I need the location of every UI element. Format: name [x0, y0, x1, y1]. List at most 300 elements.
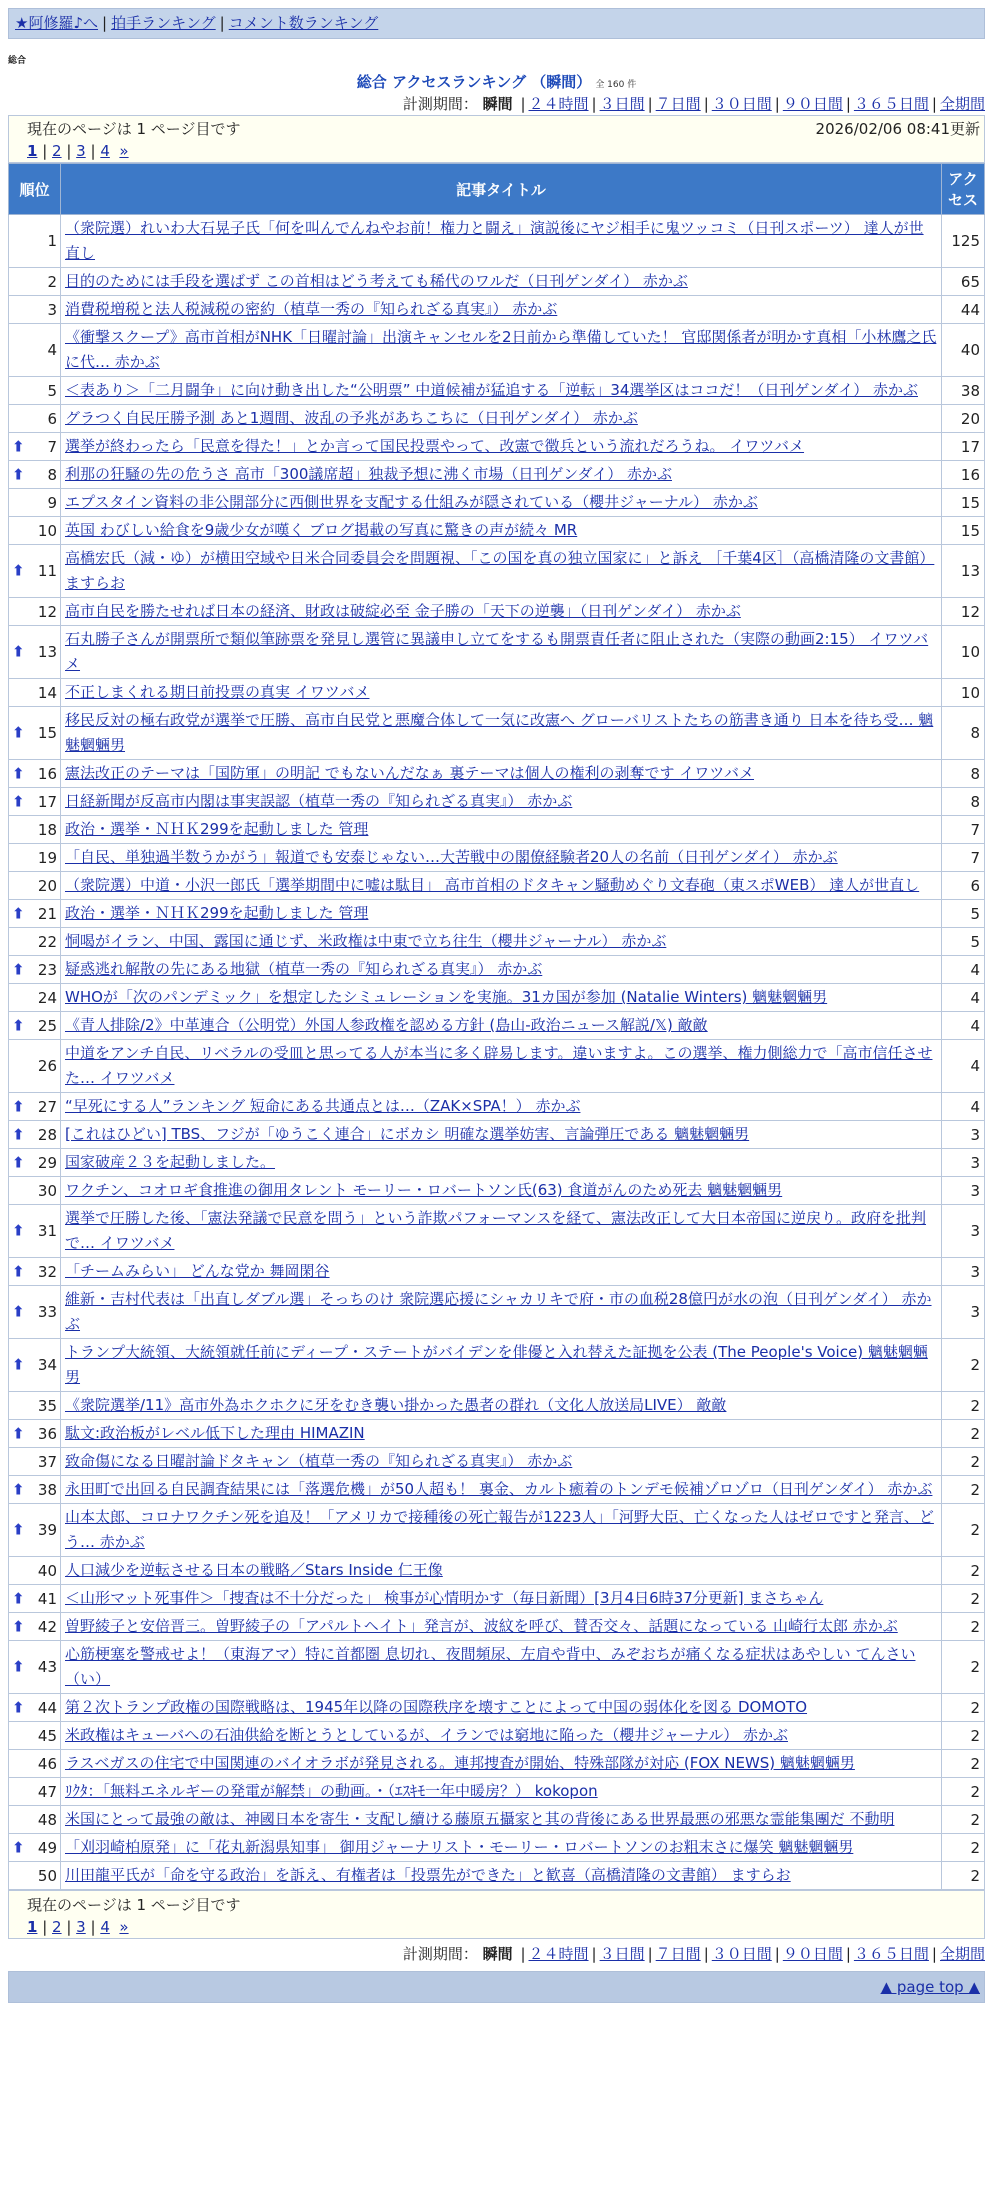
page-separator: | — [61, 1918, 77, 1936]
article-title-link[interactable]: 永田町で出回る自民調査結果には「落選危機」が50人超も！ 裏金、カルト癒着のトンデモ候補ゾロゾロ（日刊ゲンダイ） 赤かぶ — [65, 1480, 933, 1498]
table-row — [9, 1286, 985, 1339]
title-cell — [61, 1420, 942, 1448]
page-separator: | — [85, 1918, 101, 1936]
table-row — [9, 1641, 985, 1694]
rank-cell — [9, 707, 61, 760]
period-separator: | — [703, 95, 709, 113]
period-link[interactable]: 全期間 — [939, 1945, 985, 1963]
page-links — [9, 140, 984, 162]
total-count: 全 160 件 — [595, 80, 637, 90]
table-row — [9, 928, 985, 956]
article-title-link[interactable]: 不正しまくれる期日前投票の真実 イワツバメ — [65, 683, 370, 701]
rank-cell — [9, 215, 61, 268]
title-cell — [61, 296, 942, 324]
rank-up-arrow-icon: ⬆ — [12, 1302, 25, 1321]
rank-cell — [9, 1093, 61, 1121]
page-separator: | — [61, 142, 77, 160]
article-title-link[interactable]: 米政権はキューバへの石油供給を断とうとしているが、イランでは窮地に陥った（櫻井ジャーナル） 赤かぶ — [65, 1726, 788, 1744]
title-cell — [61, 1392, 942, 1420]
rank-cell — [9, 1286, 61, 1339]
rank-cell — [9, 1557, 61, 1585]
title-cell — [61, 900, 942, 928]
rank-number: 44 — [37, 1698, 57, 1717]
title-cell — [61, 405, 942, 433]
rank-number: 46 — [37, 1754, 57, 1773]
article-title-link[interactable]: 「チームみらい」 どんな党か 舞岡閑谷 — [65, 1262, 330, 1280]
period-current: 瞬間 — [482, 1945, 513, 1963]
rank-number: 26 — [37, 1057, 57, 1075]
article-title-link[interactable]: （衆院選）中道・小沢一郎氏「選挙期間中に嘘は駄目」 高市首相のドタキャン騒動めぐり文春砲（東スポWEB） 達人が世直し — [65, 876, 920, 894]
page-separator: | — [37, 1918, 53, 1936]
article-title-link[interactable]: 目的のためには手段を選ばず この首相はどう考えても稀代のワルだ（日刊ゲンダイ） 赤かぶ — [65, 272, 688, 290]
period-separator: | — [647, 95, 653, 113]
article-title-link[interactable]: ＜山形マット死事件＞「捜査は不十分だった」 検事が心情明かす（毎日新聞）[3月4日6時37分更新] まさちゃん — [65, 1589, 824, 1607]
rank-cell — [9, 1585, 61, 1613]
rank-number: 13 — [37, 643, 57, 661]
period-separator: | — [931, 1945, 937, 1963]
rank-number: 6 — [47, 409, 57, 428]
table-row — [9, 1149, 985, 1177]
article-title-link[interactable]: 「刈羽崎柏原発」に「花丸新潟県知事」 御用ジャーナリスト・モーリー・ロバートソンのお粗末さに爆笑 魑魅魍魎男 — [65, 1838, 854, 1856]
article-title-link[interactable]: [これはひどい] TBS、フジが「ゆうこく連合」にボカシ 明確な選挙妨害、言論弾圧である 魑魅魍魎男 — [65, 1125, 750, 1143]
rank-number: 25 — [37, 1016, 57, 1035]
rank-cell — [9, 928, 61, 956]
rank-cell — [9, 517, 61, 545]
period-link[interactable]: ９０日間 — [782, 1945, 843, 1963]
access-count: 2 — [942, 1834, 985, 1862]
article-title-link[interactable]: 国家破産２３を起動しました。 — [65, 1153, 276, 1171]
rank-number: 49 — [37, 1838, 57, 1857]
rank-cell — [9, 679, 61, 707]
title-cell — [61, 1339, 942, 1392]
article-title-link[interactable]: 選挙が終わったら「民意を得た！」とか言って国民投票やって、改憲で徴兵という流れだろうね。 イワツバメ — [65, 437, 805, 455]
table-row — [9, 1613, 985, 1641]
rank-number: 17 — [37, 792, 57, 811]
access-count: 2 — [942, 1557, 985, 1585]
page-title-wrap — [0, 71, 993, 91]
article-title-link[interactable]: 心筋梗塞を警戒せよ！（東海アマ）特に首都圏 息切れ、夜間頻尿、左肩や背中、みぞおちが痛くなる症状はあやしい てんさい（い） — [65, 1645, 916, 1688]
title-cell — [61, 760, 942, 788]
rank-cell — [9, 984, 61, 1012]
article-title-link[interactable]: 英国 わびしい給食を9歳少女が嘆く ブログ掲載の写真に驚きの声が続々 MR — [65, 521, 578, 539]
rank-number: 34 — [37, 1356, 57, 1374]
rank-up-arrow-icon: ⬆ — [12, 561, 25, 580]
article-title-link[interactable]: グラつく自民圧勝予測 あと1週間、波乱の予兆があちこちに（日刊ゲンダイ） 赤かぶ — [65, 409, 638, 427]
article-title-link[interactable]: 米国にとって最強の敵は、神國日本を寄生・支配し續ける藤原五攝家と其の背後にある世界最悪の邪悪な霊能集團だ 不動明 — [65, 1810, 895, 1828]
rank-number: 9 — [47, 493, 57, 512]
period-link[interactable]: ２４時間 — [528, 95, 589, 113]
period-separator: | — [647, 1945, 653, 1963]
table-row — [9, 1476, 985, 1504]
updated-timestamp: 2026/02/06 08:41更新 — [815, 120, 980, 138]
ranking-body — [9, 215, 985, 1890]
rank-up-arrow-icon: ⬆ — [12, 1480, 25, 1499]
period-link[interactable]: ２４時間 — [528, 1945, 589, 1963]
period-link[interactable]: ７日間 — [655, 1945, 701, 1963]
col-rank-header: 順位 — [9, 164, 61, 215]
article-title-link[interactable]: 第２次トランプ政権の国際戦略は、1945年以降の国際秩序を壊すことによって中国の弱体化を図る DOMOTO — [65, 1698, 808, 1716]
access-count: 65 — [942, 268, 985, 296]
title-cell — [61, 1722, 942, 1750]
rank-number: 48 — [37, 1810, 57, 1829]
rank-cell — [9, 816, 61, 844]
article-title-link[interactable]: ラスベガスの住宅で中国関連のバイオラボが発見される。連邦捜査が開始、特殊部隊が対応 (FOX NEWS) 魑魅魍魎男 — [65, 1754, 855, 1772]
access-count: 5 — [942, 928, 985, 956]
rank-up-arrow-icon: ⬆ — [12, 1355, 25, 1374]
period-link[interactable]: ３日間 — [599, 95, 645, 113]
rank-number: 20 — [37, 876, 57, 895]
rank-up-arrow-icon: ⬆ — [12, 764, 25, 783]
article-title-link[interactable]: ワクチン、コオロギ食推進の御用タレント モーリー・ロバートソン氏(63) 食道がんのため死去 魑魅魍魎男 — [65, 1181, 783, 1199]
title-cell — [61, 1694, 942, 1722]
category-label: 総合 — [8, 56, 27, 66]
table-row — [9, 1778, 985, 1806]
article-title-link[interactable]: 憲法改正のテーマは「国防軍」の明記 でもないんだなぁ 裏テーマは個人の権利の剥奪です イワツバメ — [65, 764, 755, 782]
article-title-link[interactable]: 石丸勝子さんが開票所で類似筆跡票を発見し選管に異議申し立てをするも開票責任者に阻止された（実際の動画2:15） イワツバメ — [65, 630, 929, 673]
period-separator: | — [845, 95, 851, 113]
table-row — [9, 679, 985, 707]
access-count: 5 — [942, 900, 985, 928]
rank-cell — [9, 900, 61, 928]
article-title-link[interactable]: ﾘｸﾀ：「無料エネルギーの発電が解禁」の動画。・（ｴｽｷﾓ一年中暖房？） kokopon — [65, 1782, 598, 1800]
access-count: 2 — [942, 1420, 985, 1448]
rank-cell — [9, 1778, 61, 1806]
access-count: 6 — [942, 872, 985, 900]
rank-up-arrow-icon: ⬆ — [12, 1016, 25, 1035]
access-count: 15 — [942, 489, 985, 517]
rank-cell — [9, 1834, 61, 1862]
table-row — [9, 1040, 985, 1093]
next-page-link[interactable]: » — [119, 142, 129, 160]
rank-number: 16 — [37, 764, 57, 783]
page-link[interactable]: 4 — [100, 142, 110, 160]
access-count: 8 — [942, 788, 985, 816]
table-row — [9, 517, 985, 545]
rank-up-arrow-icon: ⬆ — [12, 960, 25, 979]
access-count: 4 — [942, 956, 985, 984]
period-link[interactable]: ３０日間 — [711, 1945, 772, 1963]
page-separator: | — [37, 142, 53, 160]
title-cell — [61, 1750, 942, 1778]
period-label: 計測期間： — [402, 95, 478, 113]
rank-cell — [9, 1613, 61, 1641]
rank-cell — [9, 1750, 61, 1778]
period-link[interactable]: 全期間 — [939, 95, 985, 113]
access-count: 10 — [942, 679, 985, 707]
rank-number: 42 — [37, 1617, 57, 1636]
title-cell — [61, 1258, 942, 1286]
article-title-link[interactable]: 人口減少を逆転させる日本の戦略／Stars Inside 仁王像 — [65, 1561, 443, 1579]
access-count: 7 — [942, 816, 985, 844]
title-cell — [61, 984, 942, 1012]
article-title-link[interactable]: “早死にする人”ランキング 短命にある共通点とは…（ZAK×SPA！） 赤かぶ — [65, 1097, 581, 1115]
page-title: 総合 アクセスランキング （瞬間） — [356, 73, 592, 91]
comment-ranking-link[interactable]: コメント数ランキング — [228, 14, 379, 32]
pagination-bottom — [8, 1890, 985, 1939]
table-row — [9, 405, 985, 433]
page-link[interactable]: 3 — [76, 142, 86, 160]
table-row — [9, 215, 985, 268]
rank-up-arrow-icon: ⬆ — [12, 1125, 25, 1144]
title-cell — [61, 268, 942, 296]
nav-separator: | — [102, 14, 108, 32]
rank-cell — [9, 1339, 61, 1392]
access-count: 8 — [942, 760, 985, 788]
access-count: 44 — [942, 296, 985, 324]
access-count: 38 — [942, 377, 985, 405]
rank-number: 1 — [47, 232, 57, 250]
period-link[interactable]: ７日間 — [655, 95, 701, 113]
table-row — [9, 956, 985, 984]
rank-number: 23 — [37, 960, 57, 979]
page-link[interactable]: 2 — [52, 142, 62, 160]
table-row — [9, 984, 985, 1012]
article-title-link[interactable]: 政治・選挙・ＮＨＫ299を起動しました 管理 — [65, 820, 369, 838]
rank-number: 18 — [37, 820, 57, 839]
rank-number: 15 — [37, 724, 57, 742]
table-row — [9, 296, 985, 324]
title-cell — [61, 1557, 942, 1585]
table-row — [9, 760, 985, 788]
home-link[interactable]: ★阿修羅♪へ — [15, 14, 99, 32]
period-separator: | — [520, 95, 526, 113]
title-cell — [61, 816, 942, 844]
rank-cell — [9, 626, 61, 679]
table-row — [9, 545, 985, 598]
rank-number: 2 — [47, 272, 57, 291]
table-row — [9, 1012, 985, 1040]
period-link[interactable]: ３日間 — [599, 1945, 645, 1963]
access-count: 2 — [942, 1585, 985, 1613]
page-link[interactable]: 4 — [100, 1918, 110, 1936]
article-title-link[interactable]: 曽野綾子と安倍晋三。曽野綾子の「アパルトヘイト」発言が、波紋を呼び、賛否交々、話題になっている 山崎行太郎 赤かぶ — [65, 1617, 898, 1635]
title-cell — [61, 1040, 942, 1093]
rank-cell — [9, 1448, 61, 1476]
table-row — [9, 1177, 985, 1205]
rank-cell — [9, 489, 61, 517]
table-row — [9, 489, 985, 517]
article-title-link[interactable]: エプスタイン資料の非公開部分に西側世界を支配する仕組みが隠されている（櫻井ジャーナル） 赤かぶ — [65, 493, 758, 511]
top-navigation — [8, 8, 985, 39]
page-link[interactable]: 2 — [52, 1918, 62, 1936]
rank-number: 33 — [37, 1303, 57, 1321]
access-count: 4 — [942, 1012, 985, 1040]
access-count: 2 — [942, 1613, 985, 1641]
page-top-link[interactable]: ▲ page top ▲ — [880, 1978, 980, 1996]
table-row — [9, 1722, 985, 1750]
period-links — [517, 1945, 985, 1963]
table-row — [9, 844, 985, 872]
pagination-top — [8, 115, 985, 163]
rank-number: 45 — [37, 1726, 57, 1745]
article-title-link[interactable]: 選挙で圧勝した後、「憲法発議で民意を問う」という詐欺パフォーマンスを経て、憲法改正して大日本帝国に逆戻り。政府を批判で… イワツバメ — [65, 1209, 927, 1252]
rank-cell — [9, 433, 61, 461]
article-title-link[interactable]: 日経新聞が反高市内閣は事実誤認（植草一秀の『知られざる真実』） 赤かぶ — [65, 792, 573, 810]
page-link[interactable]: 1 — [27, 1918, 38, 1936]
table-row — [9, 324, 985, 377]
table-row — [9, 1093, 985, 1121]
title-cell — [61, 872, 942, 900]
period-link[interactable]: ３０日間 — [711, 95, 772, 113]
title-cell — [61, 1012, 942, 1040]
access-count: 2 — [942, 1862, 985, 1890]
rank-up-arrow-icon: ⬆ — [12, 1424, 25, 1443]
rank-number: 10 — [37, 521, 57, 540]
access-count: 2 — [942, 1641, 985, 1694]
title-cell — [61, 1149, 942, 1177]
rank-cell — [9, 405, 61, 433]
access-count: 4 — [942, 984, 985, 1012]
period-link[interactable]: ３６５日間 — [853, 95, 929, 113]
access-count: 2 — [942, 1476, 985, 1504]
rank-number: 22 — [37, 932, 57, 951]
access-count: 3 — [942, 1286, 985, 1339]
title-cell — [61, 788, 942, 816]
rank-cell — [9, 598, 61, 626]
title-cell — [61, 1778, 942, 1806]
article-title-link[interactable]: 《衆院選挙/11》高市外為ホクホクに牙をむき襲い掛かった愚者の群れ（文化人放送局LIVE） 敵敵 — [65, 1396, 727, 1414]
title-cell — [61, 215, 942, 268]
article-title-link[interactable]: 高橋宏氏（減・ゆ）が横田空域や日米合同委員会を問題視、「この国を真の独立国家に」と訴え ［千葉4区］（高橋清隆の文書館） ますらお — [65, 549, 935, 592]
access-count: 2 — [942, 1722, 985, 1750]
rank-number: 28 — [37, 1125, 57, 1144]
rank-up-arrow-icon: ⬆ — [12, 1221, 25, 1240]
rank-number: 39 — [37, 1521, 57, 1539]
period-link[interactable]: ３６５日間 — [853, 1945, 929, 1963]
article-title-link[interactable]: 駄文:政治板がレベル低下した理由 HIMAZIN — [65, 1424, 365, 1442]
title-cell — [61, 1121, 942, 1149]
article-title-link[interactable]: 川田龍平氏が「命を守る政治」を訴え、有権者は「投票先ができた」と歓喜（高橋清隆の文書館） ますらお — [65, 1866, 791, 1884]
article-title-link[interactable]: 「自民、単独過半数うかがう」報道でも安泰じゃない…大苦戦中の閣僚経験者20人の名前（日刊ゲンダイ） 赤かぶ — [65, 848, 838, 866]
rank-number: 35 — [37, 1396, 57, 1415]
title-cell — [61, 626, 942, 679]
title-cell — [61, 1862, 942, 1890]
rank-cell — [9, 1121, 61, 1149]
article-title-link[interactable]: ＜表あり＞「二月闘争」に向け動き出した“公明票” 中道候補が猛追する「逆転」34選挙区はココだ！（日刊ゲンダイ） 赤かぶ — [65, 381, 918, 399]
article-title-link[interactable]: 《青人排除/2》中革連合（公明党）外国人参政権を認める方針 (島山-政治ニュース解説/𝕏) 敵敵 — [65, 1016, 708, 1034]
ranking-table — [8, 163, 985, 1890]
rank-number: 50 — [37, 1866, 57, 1885]
rank-number: 7 — [47, 437, 57, 456]
table-row — [9, 268, 985, 296]
article-title-link[interactable]: 移民反対の極右政党が選挙で圧勝、高市自民党と悪魔合体して一気に改憲へ グローバリストたちの筋書き通り 日本を待ち受… 魑魅魍魎男 — [65, 711, 934, 754]
title-cell — [61, 1834, 942, 1862]
period-link[interactable]: ９０日間 — [782, 95, 843, 113]
access-count: 3 — [942, 1177, 985, 1205]
title-cell — [61, 1585, 942, 1613]
rank-cell — [9, 1392, 61, 1420]
article-title-link[interactable]: 恫喝がイラン、中国、露国に通じず、米政権は中東で立ち往生（櫻井ジャーナル） 赤かぶ — [65, 932, 667, 950]
rank-number: 11 — [37, 562, 57, 580]
article-title-link[interactable]: 疑惑逃れ解散の先にある地獄（植草一秀の『知られざる真実』） 赤かぶ — [65, 960, 543, 978]
rank-cell — [9, 1149, 61, 1177]
rank-up-arrow-icon: ⬆ — [12, 1657, 25, 1676]
table-row — [9, 1806, 985, 1834]
table-row — [9, 1205, 985, 1258]
article-title-link[interactable]: 山本太郎、コロナワクチン死を追及！「アメリカで接種後の死亡報告が1223人」「河野大臣、亡くなった人はゼロですと発言、どう… 赤かぶ — [65, 1508, 934, 1551]
title-cell — [61, 844, 942, 872]
article-title-link[interactable]: 《衝撃スクープ》高市首相がNHK「日曜討論」出演キャンセルを2日前から準備していた！ 官邸関係者が明かす真相「小林鷹之氏に代… 赤かぶ — [65, 328, 937, 371]
article-title-link[interactable]: 政治・選挙・ＮＨＫ299を起動しました 管理 — [65, 904, 369, 922]
rank-number: 41 — [37, 1589, 57, 1608]
access-count: 10 — [942, 626, 985, 679]
nav-separator: | — [219, 14, 225, 32]
rank-number: 36 — [37, 1424, 57, 1443]
access-count: 20 — [942, 405, 985, 433]
article-title-link[interactable]: （衆院選）れいわ大石晃子氏「何を叫んでんねやお前！権力と闘え」演説後にヤジ相手に鬼ツッコミ（日刊スポーツ） 達人が世直し — [65, 219, 924, 262]
access-count: 40 — [942, 324, 985, 377]
title-cell — [61, 1448, 942, 1476]
period-separator: | — [591, 1945, 597, 1963]
article-title-link[interactable]: WHOが「次のパンデミック」を想定したシミュレーションを実施。31カ国が参加 (Natalie Winters) 魑魅魍魎男 — [65, 988, 828, 1006]
rank-number: 4 — [47, 341, 57, 359]
table-row — [9, 1750, 985, 1778]
table-row — [9, 1862, 985, 1890]
rank-number: 5 — [47, 381, 57, 400]
access-count: 8 — [942, 707, 985, 760]
page-link[interactable]: 1 — [27, 142, 38, 160]
table-row — [9, 900, 985, 928]
access-count: 2 — [942, 1392, 985, 1420]
title-cell — [61, 517, 942, 545]
period-separator: | — [520, 1945, 526, 1963]
rank-up-arrow-icon: ⬆ — [12, 723, 25, 742]
table-row — [9, 626, 985, 679]
article-title-link[interactable]: 高市自民を勝たせれば日本の経済、財政は破綻必至 金子勝の「天下の逆襲」（日刊ゲンダイ） 赤かぶ — [65, 602, 741, 620]
rank-up-arrow-icon: ⬆ — [12, 1262, 25, 1281]
page-link[interactable]: 3 — [76, 1918, 86, 1936]
article-title-link[interactable]: 中道をアンチ自民、リベラルの受皿と思ってる人が本当に多く辟易します。違いますよ。この選挙、権力側総力で「高市信任させた… イワツバメ — [65, 1044, 933, 1087]
rank-number: 38 — [37, 1480, 57, 1499]
rank-cell — [9, 377, 61, 405]
rank-number: 19 — [37, 848, 57, 867]
rank-cell — [9, 296, 61, 324]
access-count: 125 — [942, 215, 985, 268]
access-count: 17 — [942, 433, 985, 461]
page-separator — [110, 1918, 120, 1936]
rank-up-arrow-icon: ⬆ — [12, 1838, 25, 1857]
rank-number: 12 — [37, 602, 57, 621]
article-title-link[interactable]: 利那の狂騒の先の危うさ 高市「300議席超」独裁予想に沸く市場（日刊ゲンダイ） 赤かぶ — [65, 465, 672, 483]
rank-cell — [9, 872, 61, 900]
period-current: 瞬間 — [482, 95, 513, 113]
access-count: 3 — [942, 1149, 985, 1177]
rank-cell — [9, 1641, 61, 1694]
access-count: 15 — [942, 517, 985, 545]
rank-number: 3 — [47, 300, 57, 319]
next-page-link[interactable]: » — [119, 1918, 129, 1936]
access-count: 2 — [942, 1778, 985, 1806]
rank-cell — [9, 1476, 61, 1504]
article-title-link[interactable]: 消費税増税と法人税減税の密約（植草一秀の『知られざる真実』） 赤かぶ — [65, 300, 558, 318]
article-title-link[interactable]: 致命傷になる日曜討論ドタキャン（植草一秀の『知られざる真実』） 赤かぶ — [65, 1452, 573, 1470]
article-title-link[interactable]: 維新・吉村代表は「出直しダブル選」そっちのけ 衆院選応援にシャカリキで府・市の血税28億円が水の泡（日刊ゲンダイ） 赤かぶ — [65, 1290, 932, 1333]
table-row — [9, 1585, 985, 1613]
rank-cell — [9, 1806, 61, 1834]
article-title-link[interactable]: トランプ大統領、大統領就任前にディープ・ステートがバイデンを俳優と入れ替えた証拠を公表 (The People's Voice) 魑魅魍魎男 — [65, 1343, 928, 1386]
rank-up-arrow-icon: ⬆ — [12, 465, 25, 484]
rank-cell — [9, 956, 61, 984]
title-cell — [61, 1177, 942, 1205]
period-separator: | — [591, 95, 597, 113]
access-count: 4 — [942, 1093, 985, 1121]
period-separator: | — [845, 1945, 851, 1963]
clap-ranking-link[interactable]: 拍手ランキング — [111, 14, 216, 32]
rank-number: 31 — [37, 1222, 57, 1240]
title-cell — [61, 461, 942, 489]
access-count: 2 — [942, 1750, 985, 1778]
rank-cell — [9, 1504, 61, 1557]
